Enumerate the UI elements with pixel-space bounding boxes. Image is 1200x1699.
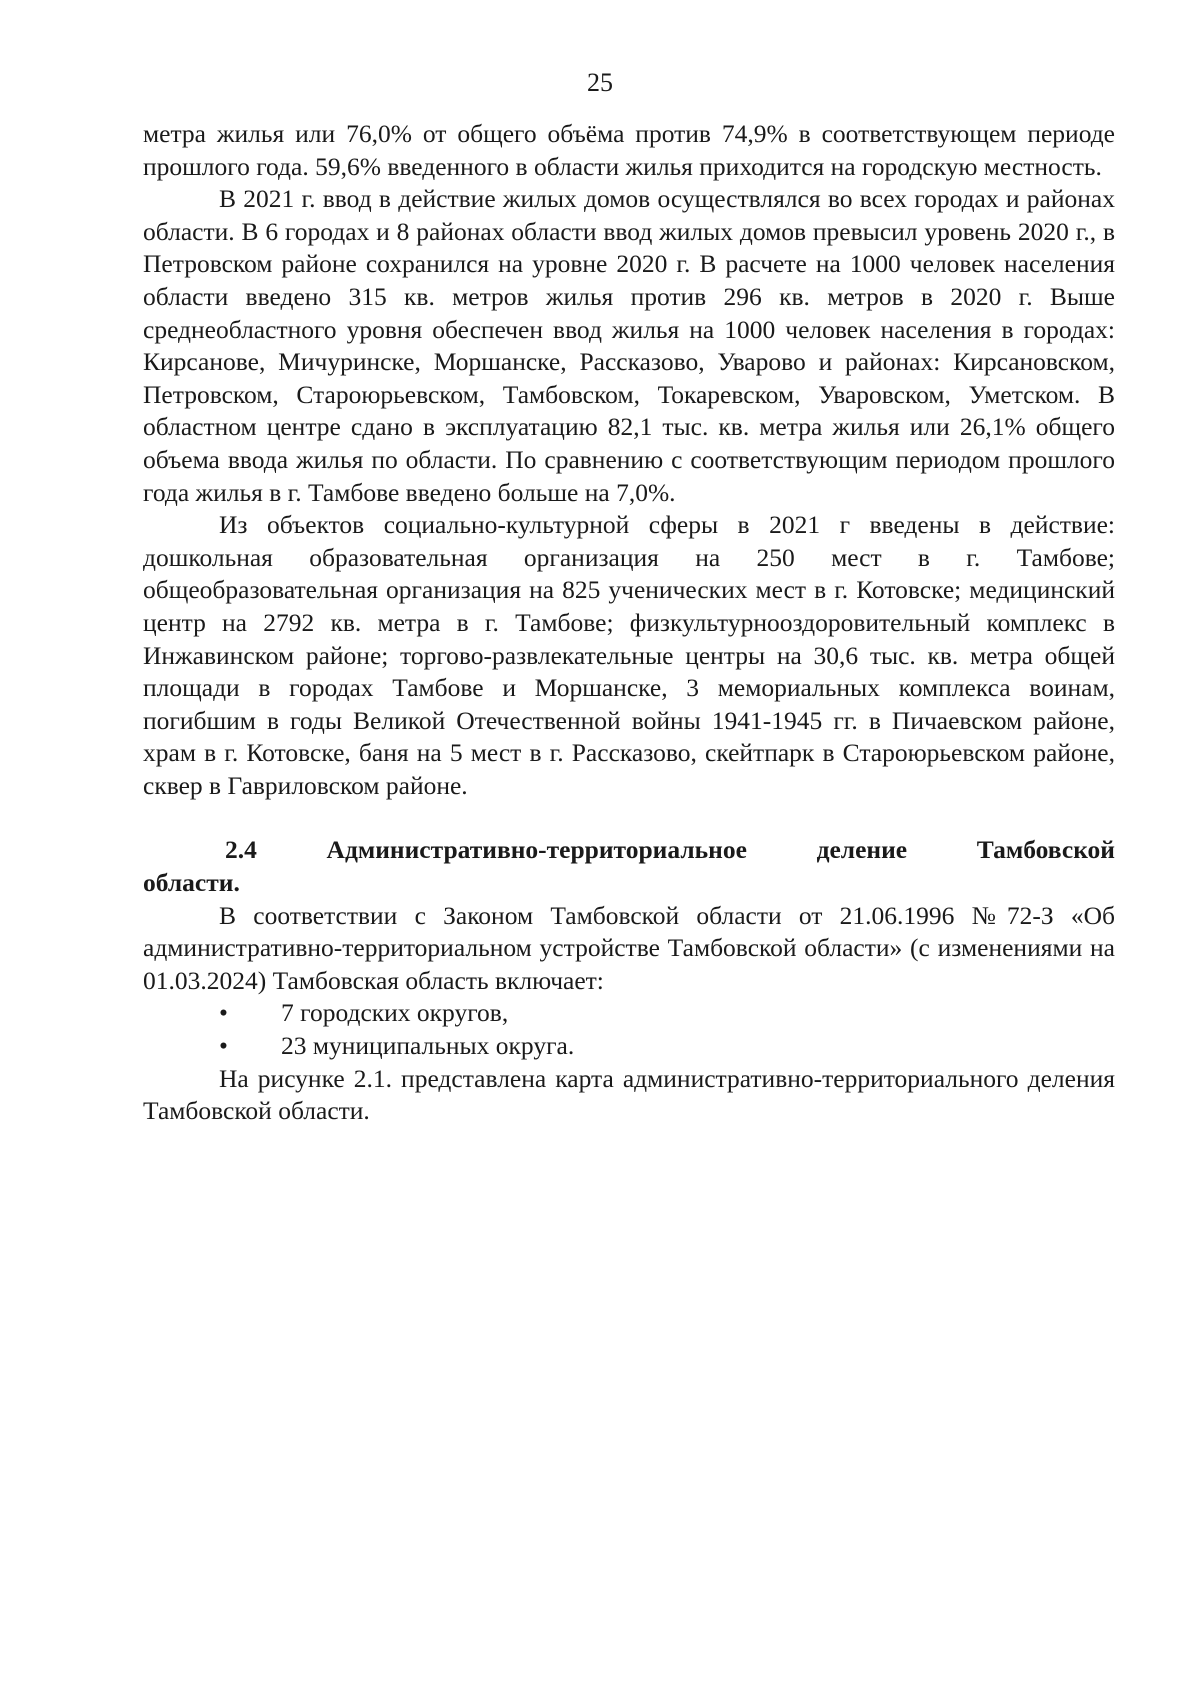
paragraph-social-objects: Из объектов социально-культурной сферы в 2021 г введены в действие: дошкольная образовательная организация на 250 мест в г. Тамбове; общеобразовательная организация на 825 ученических мест в г. Котовске; медицинский центр на 2792 кв. метра в г. Тамбове; физкультурнооздоровительный комплекс в Инжавинском районе; торгово-развлекательные центры на 30,6 тыс. кв. метра общей площади в городах Тамбове и Моршанске, 3 мемориальных комплекса воинам, погибшим в годы Великой Отечественной войны 1941-1945 гг. в Пичаевском районе, храм в г. Котовске, баня на 5 мест в г. Рассказово, скейтпарк в Староюрьевском районе, сквер в Гавриловском районе.	[143, 510, 1115, 800]
bullet-icon: •	[219, 1031, 228, 1061]
section-title: Административно-территориальное деление Тамбовской области.	[143, 835, 1115, 898]
list-item	[143, 997, 1115, 1030]
list-item-text: 7 городских округов,	[281, 998, 509, 1028]
page-content	[143, 118, 1115, 1128]
list-item	[143, 1030, 1115, 1063]
paragraph-housing-share: метра жилья или 76,0% от общего объёма против 74,9% в соответствующем периоде прошлого года. 59,6% введенного в области жилья приходится на городскую местность.	[143, 119, 1115, 181]
list-item-text: 23 муниципальных округа.	[281, 1031, 575, 1061]
section-heading	[143, 834, 1115, 899]
bullet-icon: •	[219, 998, 228, 1028]
paragraph-law-reference: В соответствии с Законом Тамбовской области от 21.06.1996 №72-З «Об административно-территориальном устройстве Тамбовской области» (с изменениями на 01.03.2024) Тамбовская область включает:	[143, 900, 1115, 995]
bullet-list	[143, 997, 1115, 1062]
paragraph-map-reference: На рисунке 2.1. представлена карта административно-территориального деления Тамбовской области.	[143, 1063, 1115, 1126]
section-number: 2.4	[225, 835, 257, 865]
page-number: 25	[587, 68, 613, 97]
paragraph-housing-2021: В 2021 г. ввод в действие жилых домов осуществлялся во всех городах и районах области. В 6 городах и 8 районах области ввод жилых домов превысил уровень 2020 г., в Петровском районе сохранился на уровне 2020 г. В расчете на 1000 человек населения области введено 315 кв. метров жилья против 296 кв. метров в 2020 г. Выше среднеобластного уровня обеспечен ввод жилья на 1000 человек населения в городах: Кирсанове, Мичуринске, Моршанске, Рассказово, Уварово и районах: Кирсановском, Петровском, Староюрьевском, Тамбовском, Токаревском, Уваровском, Уметском. В областном центре сдано в эксплуатацию 82,1 тыс. кв. метра жилья или 26,1% общего объема ввода жилья по области. По сравнению с соответствующим периодом прошлого года жилья в г. Тамбове введено больше на 7,0%.	[143, 184, 1115, 507]
